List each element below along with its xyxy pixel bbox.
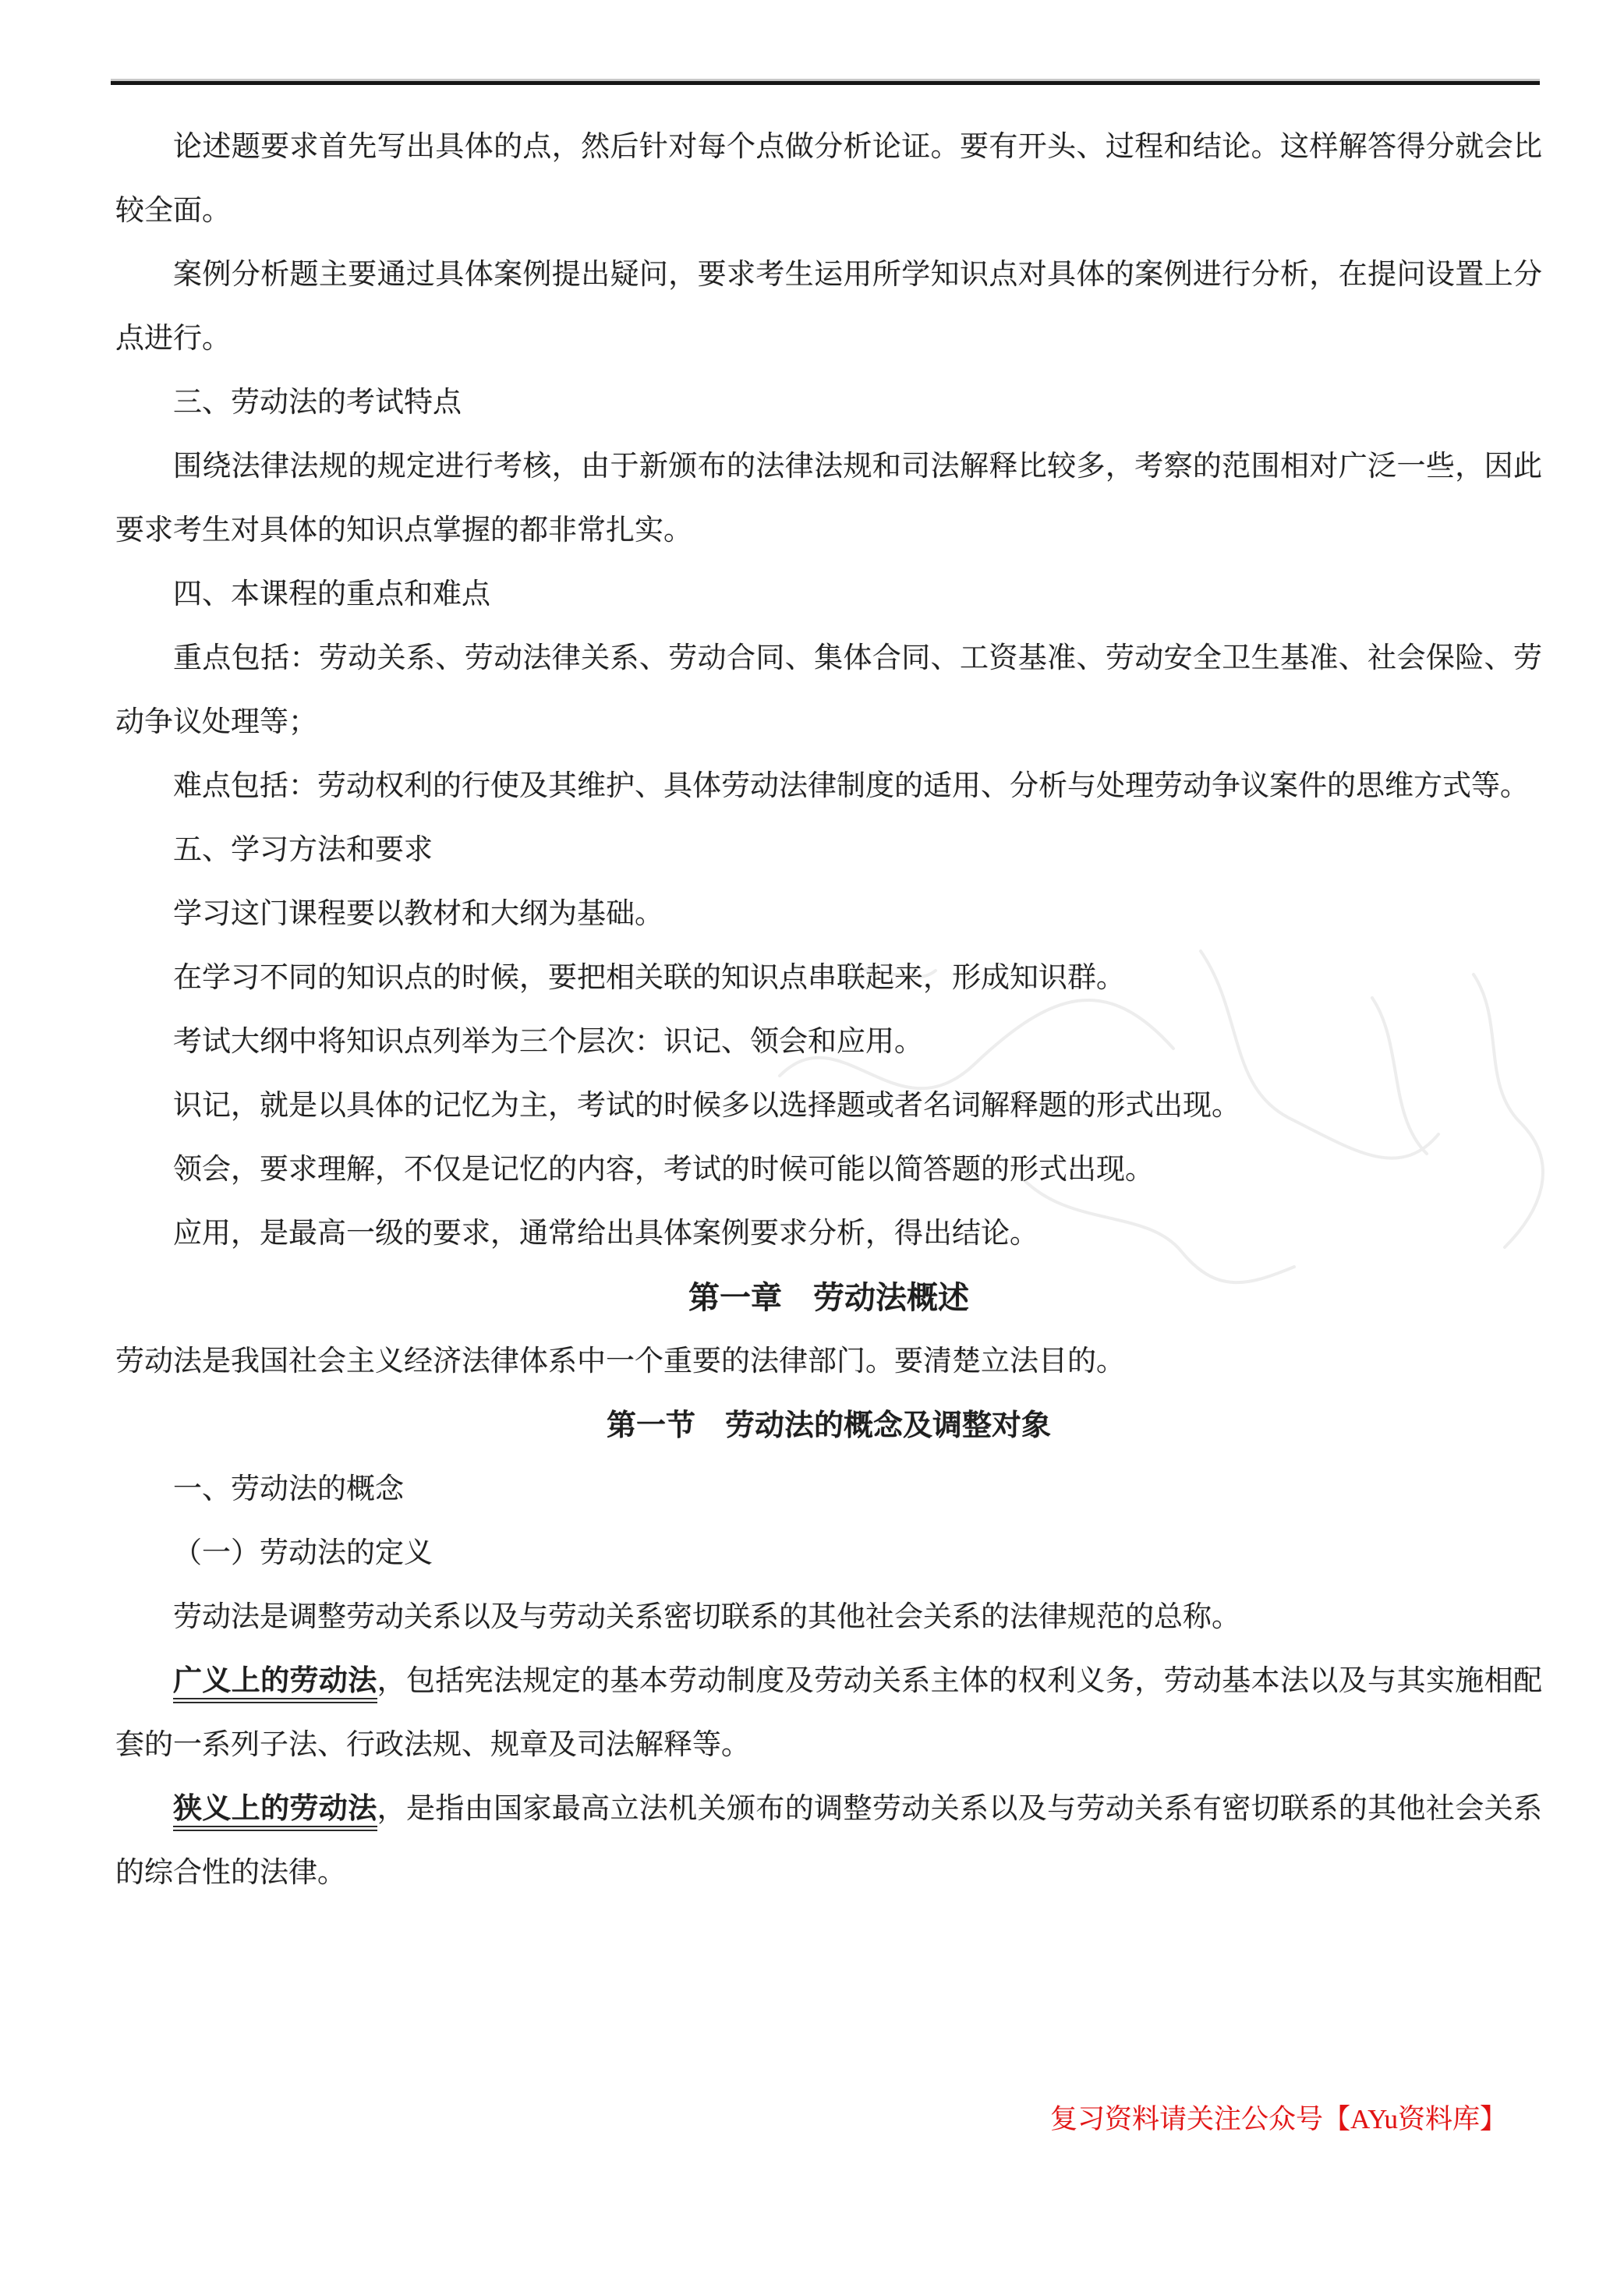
footer-notice: 复习资料请关注公众号【AYu资料库】: [1050, 2104, 1507, 2134]
paragraph-level-apply: 应用，是最高一级的要求，通常给出具体案例要求分析，得出结论。: [173, 1218, 1038, 1250]
paragraph-level-comprehend: 领会，要求理解，不仅是记忆的内容，考试的时候可能以简答题的形式出现。: [173, 1154, 1154, 1186]
header-rule-line: [111, 79, 1540, 85]
heading-section-five: 五、学习方法和要求: [173, 834, 433, 866]
heading-item-one-one: （一）劳动法的定义: [173, 1537, 433, 1569]
paragraph-key-points: 重点包括：劳动关系、劳动法律关系、劳动合同、集体合同、工资基准、劳动安全卫生基准、社会保险、劳动争议处理等；: [115, 642, 1542, 738]
paragraph-difficult-points: 难点包括：劳动权利的行使及其维护、具体劳动法律制度的适用、分析与处理劳动争议案件的思维方式等。: [173, 770, 1529, 802]
broad-sense-rest: ，包括宪法规定的基本劳动制度及劳动关系主体的权利义务，劳动基本法以及与其实施相配套的一系列子法、行政法规、规章及司法解释等。: [115, 1665, 1543, 1761]
paragraph-chapter-intro: 劳动法是我国社会主义经济法律体系中一个重要的法律部门。要清楚立法目的。: [115, 1346, 1125, 1377]
document-body: [115, 115, 1542, 1905]
paragraph-level-memorize: 识记，就是以具体的记忆为主，考试的时候多以选择题或者名词解释题的形式出现。: [173, 1090, 1240, 1122]
narrow-sense-rest: ，是指由国家最高立法机关颁布的调整劳动关系以及与劳动关系有密切联系的其他社会关系的综合性的法律。: [115, 1793, 1543, 1889]
chapter-one-title: 第一章 劳动法概述: [688, 1280, 969, 1315]
paragraph-essay-question: 论述题要求首先写出具体的点，然后针对每个点做分析论证。要有开头、过程和结论。这样解答得分就会比较全面。: [115, 131, 1542, 227]
broad-sense-lead-underlined: 广义上的劳动法: [173, 1665, 377, 1703]
heading-section-four: 四、本课程的重点和难点: [173, 578, 490, 610]
paragraph-three-levels: 考试大纲中将知识点列举为三个层次：识记、领会和应用。: [173, 1026, 923, 1058]
section-one-title: 第一节 劳动法的概念及调整对象: [606, 1409, 1051, 1442]
paragraph-broad-sense: [115, 1650, 1542, 1777]
paragraph-labor-law-definition: 劳动法是调整劳动关系以及与劳动关系密切联系的其他社会关系的法律规范的总称。: [173, 1601, 1240, 1633]
paragraph-case-analysis: 案例分析题主要通过具体案例提出疑问，要求考生运用所学知识点对具体的案例进行分析，在提问设置上分点进行。: [115, 259, 1542, 355]
narrow-sense-lead-underlined: 狭义上的劳动法: [173, 1793, 377, 1831]
heading-item-one: 一、劳动法的概念: [173, 1473, 404, 1505]
paragraph-narrow-sense: [115, 1777, 1542, 1905]
paragraph-exam-features: 围绕法律法规的规定进行考核，由于新颁布的法律法规和司法解释比较多，考察的范围相对广泛一些，因此要求考生对具体的知识点掌握的都非常扎实。: [115, 451, 1542, 546]
paragraph-knowledge-linking: 在学习不同的知识点的时候，要把相关联的知识点串联起来，形成知识群。: [173, 962, 1125, 994]
paragraph-study-basis: 学习这门课程要以教材和大纲为基础。: [173, 898, 663, 930]
heading-section-three: 三、劳动法的考试特点: [173, 387, 462, 419]
